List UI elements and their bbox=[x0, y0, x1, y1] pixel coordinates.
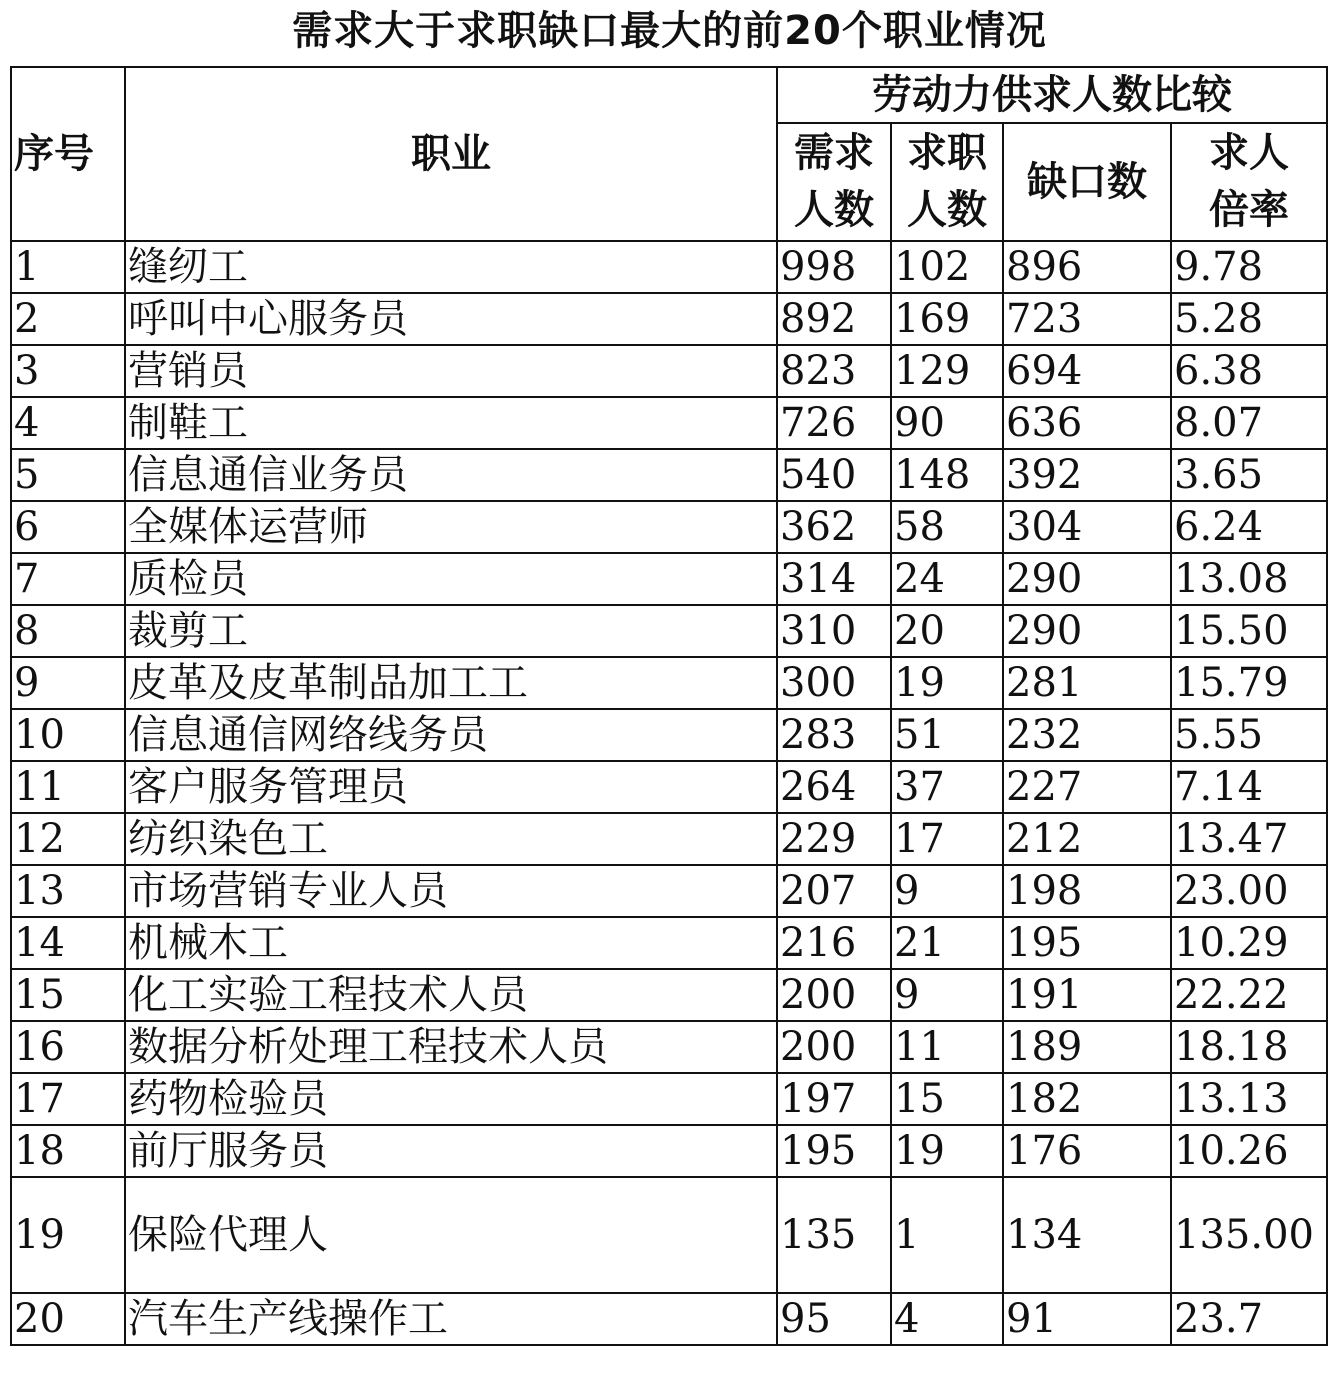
table-row bbox=[11, 345, 1327, 397]
cell-index: 14 bbox=[11, 917, 125, 969]
cell-seekers: 19 bbox=[891, 657, 1003, 709]
cell-ratio: 10.29 bbox=[1171, 917, 1327, 969]
cell-demand: 998 bbox=[777, 241, 891, 293]
cell-index: 16 bbox=[11, 1021, 125, 1073]
cell-gap: 182 bbox=[1003, 1073, 1171, 1125]
cell-gap: 290 bbox=[1003, 605, 1171, 657]
cell-occupation: 营销员 bbox=[125, 345, 777, 397]
cell-occupation: 信息通信业务员 bbox=[125, 449, 777, 501]
table-row bbox=[11, 813, 1327, 865]
cell-demand: 540 bbox=[777, 449, 891, 501]
header-ratio-line2: 倍率 bbox=[1209, 187, 1289, 233]
table-row bbox=[11, 553, 1327, 605]
header-seekers bbox=[891, 123, 1003, 241]
table-bottom-edge bbox=[10, 1392, 1326, 1399]
cell-ratio: 15.79 bbox=[1171, 657, 1327, 709]
cell-gap: 198 bbox=[1003, 865, 1171, 917]
cell-index: 18 bbox=[11, 1125, 125, 1177]
table-row bbox=[11, 1125, 1327, 1177]
cell-ratio: 18.18 bbox=[1171, 1021, 1327, 1073]
header-demand-line2: 人数 bbox=[794, 187, 874, 233]
cell-demand: 229 bbox=[777, 813, 891, 865]
header-group: 劳动力供求人数比较 bbox=[777, 67, 1327, 123]
cell-ratio: 23.00 bbox=[1171, 865, 1327, 917]
table-row bbox=[11, 1073, 1327, 1125]
cell-ratio: 6.38 bbox=[1171, 345, 1327, 397]
cell-demand: 195 bbox=[777, 1125, 891, 1177]
table-row bbox=[11, 1177, 1327, 1293]
cell-index: 4 bbox=[11, 397, 125, 449]
table-row bbox=[11, 1021, 1327, 1073]
cell-seekers: 24 bbox=[891, 553, 1003, 605]
cell-gap: 189 bbox=[1003, 1021, 1171, 1073]
cell-occupation: 呼叫中心服务员 bbox=[125, 293, 777, 345]
cell-demand: 283 bbox=[777, 709, 891, 761]
table-row bbox=[11, 397, 1327, 449]
cell-index: 7 bbox=[11, 553, 125, 605]
header-gap: 缺口数 bbox=[1003, 123, 1171, 241]
cell-index: 12 bbox=[11, 813, 125, 865]
cell-seekers: 58 bbox=[891, 501, 1003, 553]
cell-index: 20 bbox=[11, 1293, 125, 1345]
cell-seekers: 148 bbox=[891, 449, 1003, 501]
cell-gap: 281 bbox=[1003, 657, 1171, 709]
header-demand bbox=[777, 123, 891, 241]
cell-ratio: 135.00 bbox=[1171, 1177, 1327, 1293]
cell-gap: 195 bbox=[1003, 917, 1171, 969]
cell-occupation: 客户服务管理员 bbox=[125, 761, 777, 813]
cell-ratio: 10.26 bbox=[1171, 1125, 1327, 1177]
cell-seekers: 1 bbox=[891, 1177, 1003, 1293]
cell-index: 8 bbox=[11, 605, 125, 657]
header-row-1 bbox=[11, 67, 1327, 123]
table-row bbox=[11, 605, 1327, 657]
cell-occupation: 质检员 bbox=[125, 553, 777, 605]
cell-seekers: 51 bbox=[891, 709, 1003, 761]
cell-demand: 823 bbox=[777, 345, 891, 397]
table-row bbox=[11, 241, 1327, 293]
cell-occupation: 数据分析处理工程技术人员 bbox=[125, 1021, 777, 1073]
cell-seekers: 17 bbox=[891, 813, 1003, 865]
cell-index: 13 bbox=[11, 865, 125, 917]
cell-demand: 300 bbox=[777, 657, 891, 709]
cell-gap: 212 bbox=[1003, 813, 1171, 865]
cell-occupation: 信息通信网络线务员 bbox=[125, 709, 777, 761]
cell-index: 5 bbox=[11, 449, 125, 501]
cell-gap: 723 bbox=[1003, 293, 1171, 345]
cell-occupation: 机械木工 bbox=[125, 917, 777, 969]
cell-ratio: 13.47 bbox=[1171, 813, 1327, 865]
cell-gap: 191 bbox=[1003, 969, 1171, 1021]
header-ratio-line1: 求人 bbox=[1209, 130, 1289, 176]
cell-demand: 135 bbox=[777, 1177, 891, 1293]
cell-demand: 207 bbox=[777, 865, 891, 917]
cell-ratio: 5.28 bbox=[1171, 293, 1327, 345]
cell-occupation: 前厅服务员 bbox=[125, 1125, 777, 1177]
cell-occupation: 汽车生产线操作工 bbox=[125, 1293, 777, 1345]
cell-gap: 91 bbox=[1003, 1293, 1171, 1345]
cell-index: 6 bbox=[11, 501, 125, 553]
cell-index: 11 bbox=[11, 761, 125, 813]
cell-demand: 362 bbox=[777, 501, 891, 553]
table-row bbox=[11, 293, 1327, 345]
cell-gap: 304 bbox=[1003, 501, 1171, 553]
table-row bbox=[11, 917, 1327, 969]
cell-index: 9 bbox=[11, 657, 125, 709]
cell-occupation: 裁剪工 bbox=[125, 605, 777, 657]
cell-gap: 392 bbox=[1003, 449, 1171, 501]
cell-occupation: 制鞋工 bbox=[125, 397, 777, 449]
cell-ratio: 13.08 bbox=[1171, 553, 1327, 605]
cell-occupation: 全媒体运营师 bbox=[125, 501, 777, 553]
cell-occupation: 市场营销专业人员 bbox=[125, 865, 777, 917]
table-row bbox=[11, 969, 1327, 1021]
cell-seekers: 4 bbox=[891, 1293, 1003, 1345]
cell-ratio: 7.14 bbox=[1171, 761, 1327, 813]
header-index: 序号 bbox=[11, 67, 125, 241]
cell-ratio: 3.65 bbox=[1171, 449, 1327, 501]
cell-demand: 310 bbox=[777, 605, 891, 657]
header-seekers-line1: 求职 bbox=[907, 130, 987, 176]
cell-occupation: 药物检验员 bbox=[125, 1073, 777, 1125]
cell-index: 15 bbox=[11, 969, 125, 1021]
cell-gap: 227 bbox=[1003, 761, 1171, 813]
cell-seekers: 129 bbox=[891, 345, 1003, 397]
table-row bbox=[11, 657, 1327, 709]
cell-demand: 264 bbox=[777, 761, 891, 813]
cell-index: 1 bbox=[11, 241, 125, 293]
table-row bbox=[11, 709, 1327, 761]
cell-index: 10 bbox=[11, 709, 125, 761]
cell-seekers: 19 bbox=[891, 1125, 1003, 1177]
table-row bbox=[11, 449, 1327, 501]
cell-ratio: 23.7 bbox=[1171, 1293, 1327, 1345]
cell-index: 2 bbox=[11, 293, 125, 345]
cell-gap: 176 bbox=[1003, 1125, 1171, 1177]
cell-seekers: 90 bbox=[891, 397, 1003, 449]
cell-gap: 636 bbox=[1003, 397, 1171, 449]
cell-gap: 232 bbox=[1003, 709, 1171, 761]
cell-ratio: 6.24 bbox=[1171, 501, 1327, 553]
cell-occupation: 纺织染色工 bbox=[125, 813, 777, 865]
cell-seekers: 11 bbox=[891, 1021, 1003, 1073]
cell-gap: 134 bbox=[1003, 1177, 1171, 1293]
cell-gap: 290 bbox=[1003, 553, 1171, 605]
cell-ratio: 8.07 bbox=[1171, 397, 1327, 449]
cell-gap: 896 bbox=[1003, 241, 1171, 293]
table-row bbox=[11, 1293, 1327, 1345]
cell-ratio: 22.22 bbox=[1171, 969, 1327, 1021]
cell-demand: 314 bbox=[777, 553, 891, 605]
table-row bbox=[11, 501, 1327, 553]
header-ratio bbox=[1171, 123, 1327, 241]
cell-occupation: 化工实验工程技术人员 bbox=[125, 969, 777, 1021]
table-row bbox=[11, 761, 1327, 813]
cell-gap: 694 bbox=[1003, 345, 1171, 397]
cell-index: 17 bbox=[11, 1073, 125, 1125]
cell-occupation: 保险代理人 bbox=[125, 1177, 777, 1293]
cell-occupation: 缝纫工 bbox=[125, 241, 777, 293]
occupation-table bbox=[10, 66, 1328, 1346]
cell-ratio: 13.13 bbox=[1171, 1073, 1327, 1125]
cell-seekers: 37 bbox=[891, 761, 1003, 813]
cell-seekers: 9 bbox=[891, 865, 1003, 917]
cell-demand: 197 bbox=[777, 1073, 891, 1125]
cell-demand: 216 bbox=[777, 917, 891, 969]
cell-seekers: 169 bbox=[891, 293, 1003, 345]
cell-seekers: 21 bbox=[891, 917, 1003, 969]
cell-ratio: 5.55 bbox=[1171, 709, 1327, 761]
cell-demand: 200 bbox=[777, 969, 891, 1021]
header-occupation: 职业 bbox=[125, 67, 777, 241]
cell-seekers: 15 bbox=[891, 1073, 1003, 1125]
header-seekers-line2: 人数 bbox=[907, 187, 987, 233]
cell-occupation: 皮革及皮革制品加工工 bbox=[125, 657, 777, 709]
cell-ratio: 15.50 bbox=[1171, 605, 1327, 657]
cell-index: 3 bbox=[11, 345, 125, 397]
cell-seekers: 9 bbox=[891, 969, 1003, 1021]
table-row bbox=[11, 865, 1327, 917]
cell-ratio: 9.78 bbox=[1171, 241, 1327, 293]
cell-demand: 200 bbox=[777, 1021, 891, 1073]
cell-seekers: 102 bbox=[891, 241, 1003, 293]
cell-demand: 726 bbox=[777, 397, 891, 449]
cell-seekers: 20 bbox=[891, 605, 1003, 657]
cell-demand: 95 bbox=[777, 1293, 891, 1345]
header-demand-line1: 需求 bbox=[794, 130, 874, 176]
cell-demand: 892 bbox=[777, 293, 891, 345]
cell-index: 19 bbox=[11, 1177, 125, 1293]
page-title: 需求大于求职缺口最大的前20个职业情况 bbox=[292, 8, 1047, 54]
